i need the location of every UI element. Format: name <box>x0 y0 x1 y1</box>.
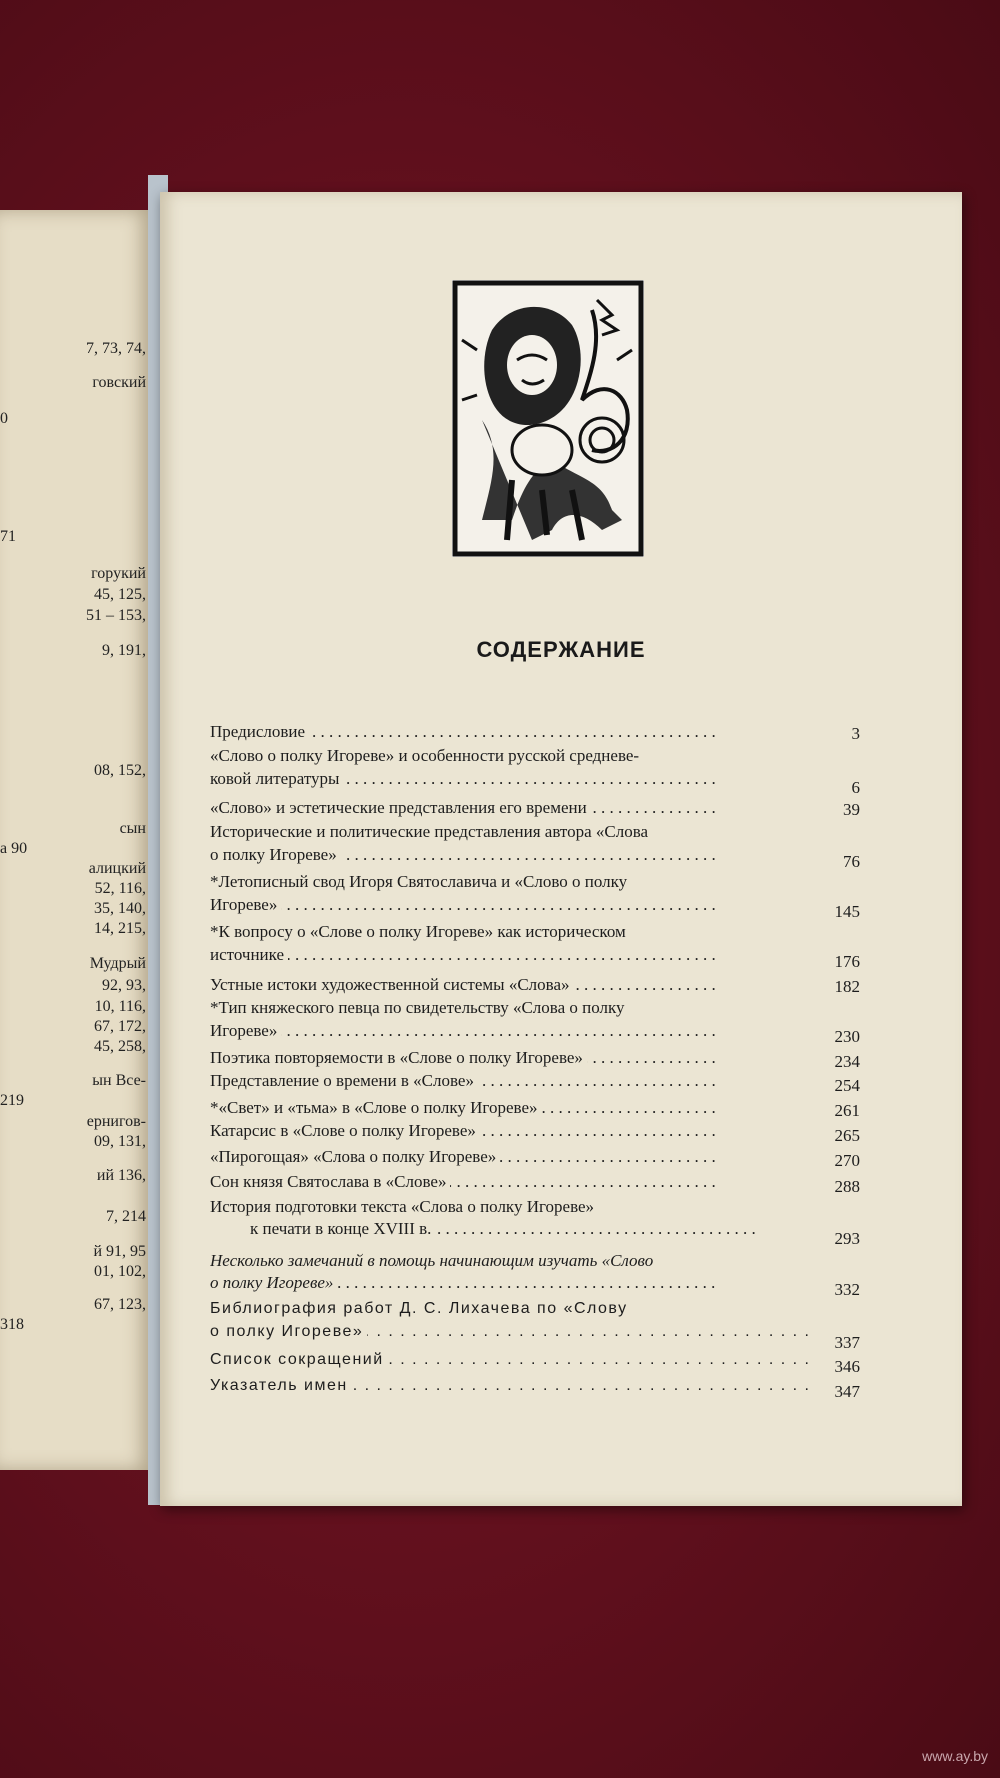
left-page-fragment: 67, 123, <box>94 1296 146 1313</box>
left-page-fragment: 14, 215, <box>94 920 146 937</box>
toc-entry-line: Библиография работ Д. С. Лихачева по «Слову <box>210 1300 628 1317</box>
toc-page-number: 39 <box>843 800 860 819</box>
left-page-fragment: 7, 73, 74, <box>86 340 146 357</box>
toc-page-number: 347 <box>834 1382 860 1401</box>
toc-entry-line: *К вопросу о «Слове о полку Игореве» как историческом <box>210 922 626 941</box>
toc-entry-line: Катарсис в «Слове о полку Игореве» . . . <box>210 1121 810 1141</box>
left-page-fragment: горукий <box>91 565 146 582</box>
toc-entry-line: Представление о времени в «Слове» . . . <box>210 1071 810 1091</box>
left-page-fragment: а 90 <box>0 840 28 857</box>
toc-page-number: 176 <box>834 952 860 971</box>
toc-entry-line: Список сокращений . . . <box>210 1351 810 1369</box>
left-page-fragment: ын Все- <box>92 1072 146 1089</box>
toc-page-number: 337 <box>834 1333 860 1352</box>
left-page-fragment: 92, 93, <box>102 977 146 994</box>
toc-entry-line: о полку Игореве» . . . <box>210 1273 810 1293</box>
left-page-fragment: 9, 191, <box>102 642 146 659</box>
toc-entry-line: Исторические и политические представления автора «Слова <box>210 822 649 841</box>
toc-entry-line: Несколько замечаний в помощь начинающим изучать «Слово <box>210 1251 654 1270</box>
left-page-fragment: й 91, 95 <box>93 1243 146 1260</box>
toc-entry-line: Устные истоки художественной системы «Слова» . . . <box>210 975 810 995</box>
toc-entry-line: История подготовки текста «Слова о полку Игореве» <box>210 1197 595 1216</box>
toc-page-number: 261 <box>834 1101 860 1120</box>
toc-entry-line: *«Свет» и «тьма» в «Слове о полку Игореве» . . . <box>210 1098 810 1118</box>
toc-page-number: 332 <box>834 1280 860 1299</box>
toc-page-number: 254 <box>834 1076 860 1095</box>
toc-page-number: 182 <box>834 977 860 996</box>
left-page-fragment: 67, 172, <box>94 1018 146 1035</box>
toc-entry-line: «Пирогощая» «Слова о полку Игореве» . . . <box>210 1147 810 1167</box>
toc-entry-line: о полку Игореве» . . . <box>210 845 810 865</box>
toc-page-number: 234 <box>834 1052 860 1071</box>
toc-entry-line: «Слово о полку Игореве» и особенности русской средневе- <box>210 746 640 765</box>
left-page-fragment: Мудрый <box>89 955 146 972</box>
left-page-fragment: 219 <box>0 1092 24 1109</box>
toc-page-number: 230 <box>834 1027 860 1046</box>
toc-entry-preface: Предисловие . . . <box>210 722 810 742</box>
toc-entry-line: Игореве» . . . <box>210 1021 810 1041</box>
toc-entry-line: Поэтика повторяемости в «Слове о полку Игореве» . . . <box>210 1048 810 1068</box>
left-page-fragment: 7, 214 <box>106 1208 146 1225</box>
left-page-fragment: 45, 258, <box>94 1038 146 1055</box>
toc-entry-line: о полку Игореве» . . . <box>210 1323 810 1341</box>
left-page-fragment: 71 <box>0 528 16 545</box>
toc-page-number: 6 <box>851 778 860 797</box>
toc-page-number: 270 <box>834 1151 860 1170</box>
page-title: СОДЕРЖАНИЕ <box>476 637 646 662</box>
toc-page-number: 293 <box>834 1229 860 1248</box>
left-page-fragment: 09, 131, <box>94 1133 146 1150</box>
toc-page-number: 346 <box>834 1357 860 1376</box>
left-page-fragment: 51 – 153, <box>86 607 146 624</box>
left-page-fragment: алицкий <box>88 860 146 877</box>
left-page <box>0 210 152 1470</box>
left-page-fragment: 01, 102, <box>94 1263 146 1280</box>
watermark: www.ay.by <box>922 1748 988 1764</box>
toc-page-number: 145 <box>834 902 860 921</box>
left-page-fragment: ернигов- <box>86 1113 146 1130</box>
toc-entry-line: Игореве» . . . <box>210 895 810 915</box>
toc-page-number: 3 <box>851 724 860 743</box>
left-page-fragment: ий 136, <box>96 1167 146 1184</box>
left-page-fragment: 45, 125, <box>94 586 146 603</box>
toc-entry-line: ковой литературы . . . <box>210 769 810 789</box>
left-page-fragment: 10, 116, <box>94 998 146 1015</box>
left-page-fragment: 52, 116, <box>94 880 146 897</box>
woodcut-illustration <box>452 280 644 557</box>
left-page-fragment: 318 <box>0 1316 24 1333</box>
left-page-fragment: говский <box>92 374 146 391</box>
toc-entry-line: источнике . . . <box>210 945 810 965</box>
left-page-fragment: 08, 152, <box>94 762 146 779</box>
toc-entry-line: Указатель имен . . . <box>210 1377 810 1395</box>
toc-page-number: 288 <box>834 1177 860 1196</box>
toc-page-number: 76 <box>843 852 860 871</box>
left-page-fragment: сын <box>119 820 146 837</box>
left-page-fragment: 0 <box>0 410 8 427</box>
toc-entry-line: *Тип княжеского певца по свидетельству «Слова о полку <box>210 998 625 1017</box>
toc-entry-line: к печати в конце XVIII в. . . . <box>250 1219 810 1239</box>
toc-entry-line: Сон князя Святослава в «Слове» . . . <box>210 1172 810 1192</box>
toc-entry-line: *Летописный свод Игоря Святославича и «Слово о полку <box>210 872 628 891</box>
toc-entry-line: «Слово» и эстетические представления его времени . . . <box>210 798 810 818</box>
left-page-fragment: 35, 140, <box>94 900 146 917</box>
toc-page-number: 265 <box>834 1126 860 1145</box>
